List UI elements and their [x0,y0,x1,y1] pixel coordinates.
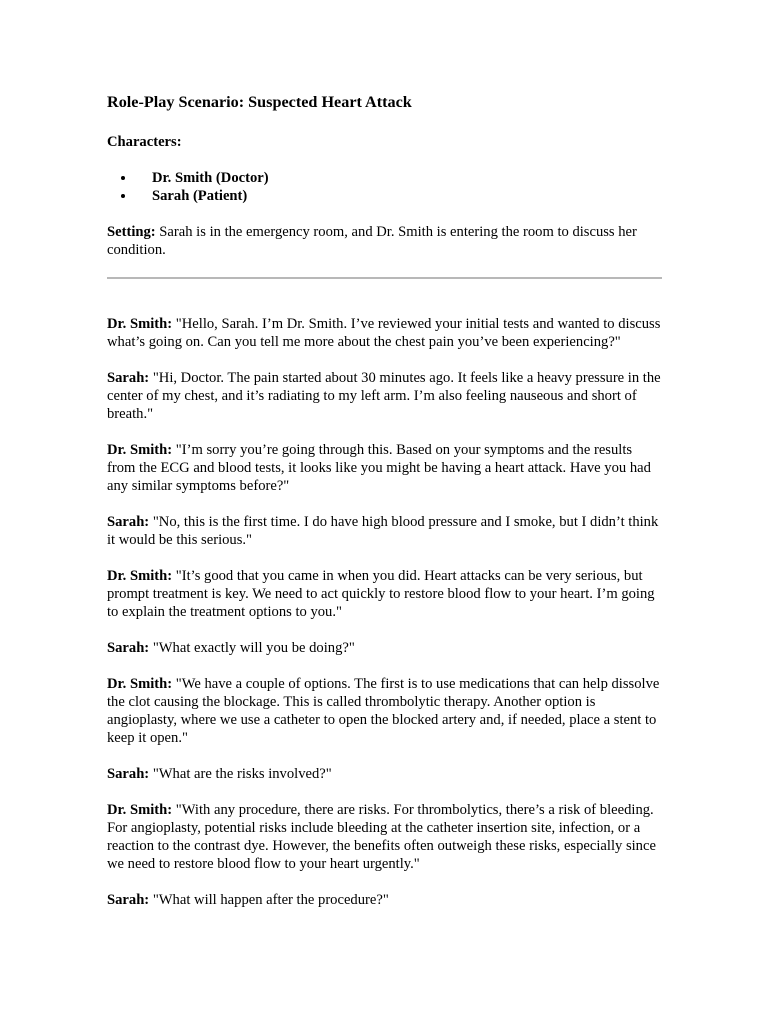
speaker-label: Dr. Smith: [107,676,173,692]
dialogue-text: "No, this is the first time. I do have high blood pressure and I smoke, but I didn’t think it would be this serious." [107,514,659,548]
speaker-label: Sarah: [107,370,150,386]
dialogue-text: "I’m sorry you’re going through this. Based on your symptoms and the results from the ECG and blood tests, it looks like you might be having a heart attack. Have you had any similar symptoms before?" [107,442,651,494]
dialogue-text: "What are the risks involved?" [149,766,332,782]
setting-label: Setting: [107,224,156,240]
dialogue-line [107,513,662,549]
speaker-label: Sarah: [107,892,150,908]
setting-paragraph [107,223,662,259]
speaker-label: Sarah: [107,640,150,656]
dialogue-text: "What exactly will you be doing?" [149,640,355,656]
dialogue-text: "What will happen after the procedure?" [149,892,389,908]
character-item: • Dr. Smith (Doctor) [136,169,662,187]
dialogue-line [107,567,662,621]
dialogue-line [107,315,662,351]
dialogue-text: "With any procedure, there are risks. For thrombolytics, there’s a risk of bleeding. For angioplasty, potential risks include bleeding at the catheter insertion site, infection, or a reaction to the contrast dye. However, the benefits often outweigh these risks, especially since we need to restore blood flow to your heart urgently." [107,802,656,872]
section-divider [107,277,662,279]
speaker-label: Dr. Smith: [107,802,173,818]
characters-heading [107,133,662,151]
speaker-label: Sarah: [107,766,150,782]
character-item: • Sarah (Patient) [136,187,662,205]
document-page [107,91,662,927]
speaker-label: Dr. Smith: [107,442,173,458]
dialogue-line [107,765,662,783]
document-title: Role-Play Scenario: Suspected Heart Attack [107,93,412,111]
dialogue-line [107,675,662,747]
dialogue-text: "Hello, Sarah. I’m Dr. Smith. I’ve reviewed your initial tests and wanted to discuss what’s going on. Can you tell me more about the chest pain you’ve been experiencing?" [107,316,661,350]
dialogue-text: "It’s good that you came in when you did. Heart attacks can be very serious, but prompt treatment is key. We need to act quickly to restore blood flow to your heart. I’m going to explain the treatment options to you." [107,568,655,620]
speaker-label: Dr. Smith: [107,568,173,584]
characters-list [107,169,662,205]
dialogue-line [107,639,662,657]
speaker-label: Dr. Smith: [107,316,173,332]
dialogue-line [107,369,662,423]
dialogue-line [107,891,662,909]
dialogue-text: "Hi, Doctor. The pain started about 30 minutes ago. It feels like a heavy pressure in the center of my chest, and it’s radiating to my left arm. I’m also feeling nauseous and short of breath." [107,370,661,422]
dialogue-line [107,801,662,873]
characters-heading-label: Characters: [107,134,182,150]
dialogue-line [107,441,662,495]
setting-text: Sarah is in the emergency room, and Dr. Smith is entering the room to discuss her condition. [107,224,637,258]
dialogue-text: "We have a couple of options. The first is to use medications that can help dissolve the clot causing the blockage. This is called thrombolytic therapy. Another option is angioplasty, where we use a catheter to open the blocked artery and, if needed, place a stent to keep it open." [107,676,660,746]
speaker-label: Sarah: [107,514,150,530]
